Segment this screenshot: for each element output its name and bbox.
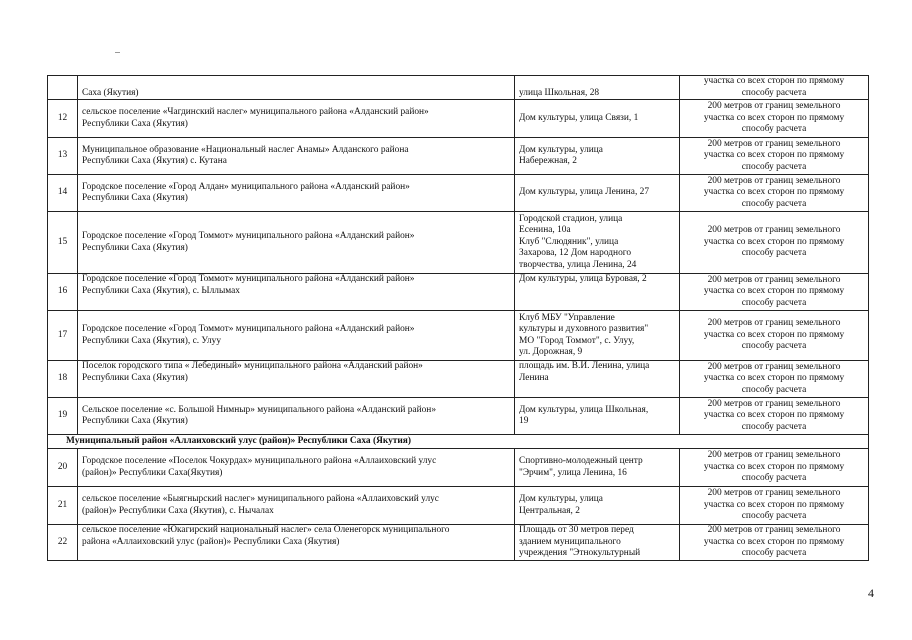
table-row	[48, 487, 869, 525]
row-number: 19	[48, 398, 78, 435]
section-heading: Муниципальный район «Аллаиховский улус (район)» Республики Саха (Якутия)	[48, 435, 869, 449]
row-number: 14	[48, 175, 78, 212]
distance-rule: 200 метров от границ земельного участка со всех сторон по прямому способу расчета	[680, 487, 869, 525]
polling-location: Дом культуры, улица Центральная, 2	[515, 487, 680, 525]
row-number: 16	[48, 274, 78, 311]
distance-rule: 200 метров от границ земельного участка со всех сторон по прямому способу расчета	[680, 311, 869, 361]
municipality-name: Городское поселение «Город Томмот» муниципального района «Алданский район» Республики Саха (Якутия)	[78, 212, 515, 274]
table-row	[48, 449, 869, 487]
table-row	[48, 100, 869, 138]
polling-location: Городской стадион, улица Есенина, 10а Клуб "Слюдяник", улица Захарова, 12 Дом народного творчества, улица Ленина, 24	[515, 212, 680, 274]
table-row	[48, 138, 869, 175]
municipality-name: сельское поселение «Чагдинский наслег» муниципального района «Алданский район» Республики Саха (Якутия)	[78, 100, 515, 138]
polling-location: Дом культуры, улица Связи, 1	[515, 100, 680, 138]
distance-rule: 200 метров от границ земельного участка со всех сторон по прямому способу расчета	[680, 525, 869, 561]
distance-rule: 200 метров от границ земельного участка со всех сторон по прямому способу расчета	[680, 398, 869, 435]
table-row	[48, 274, 869, 311]
polling-location: Площадь от 30 метров перед зданием муниципального учреждения "Этнокультурный	[515, 525, 680, 561]
row-number: 13	[48, 138, 78, 175]
polling-location: Дом культуры, улица Набережная, 2	[515, 138, 680, 175]
municipality-name: сельское поселение «Быягнырский наслег» муниципального района «Аллаиховский улус (район)» Республики Саха (Якутия), с. Нычалах	[78, 487, 515, 525]
municipality-name: Саха (Якутия)	[78, 76, 515, 100]
row-number: 22	[48, 525, 78, 561]
polling-location: Клуб МБУ "Управление культуры и духовного развития" МО "Город Томмот", с. Улуу, ул. Дорожная, 9	[515, 311, 680, 361]
table-row	[48, 311, 869, 361]
distance-rule: 200 метров от границ земельного участка со всех сторон по прямому способу расчета	[680, 361, 869, 398]
distance-rule: 200 метров от границ земельного участка со всех сторон по прямому способу расчета	[680, 449, 869, 487]
polling-location: Дом культуры, улица Буровая, 2	[515, 274, 680, 311]
municipality-name: Городское поселение «Город Алдан» муниципального района «Алданский район» Республики Саха (Якутия)	[78, 175, 515, 212]
distance-rule: 200 метров от границ земельного участка со всех сторон по прямому способу расчета	[680, 138, 869, 175]
municipality-name: Городское поселение «Город Томмот» муниципального района «Алданский район» Республики Саха (Якутия), с. Ыллымах	[78, 274, 515, 311]
municipality-name: Поселок городского типа « Лебединый» муниципального района «Алданский район» Республики Саха (Якутия)	[78, 361, 515, 398]
polling-location: Дом культуры, улица Ленина, 27	[515, 175, 680, 212]
page-number: 4	[868, 586, 874, 600]
municipality-name: Сельское поселение «с. Большой Нимныр» муниципального района «Алданский район» Республики Саха (Якутия)	[78, 398, 515, 435]
distance-rule: 200 метров от границ земельного участка со всех сторон по прямому способу расчета	[680, 175, 869, 212]
distance-rule: 200 метров от границ земельного участка со всех сторон по прямому способу расчета	[680, 274, 869, 311]
table-row	[48, 175, 869, 212]
municipality-name: Муниципальное образование «Национальный наслег Анамы» Алданского района Республики Саха (Якутия) с. Кутана	[78, 138, 515, 175]
polling-location: улица Школьная, 28	[515, 76, 680, 100]
scan-mark	[115, 52, 120, 53]
row-number: 15	[48, 212, 78, 274]
row-number: 21	[48, 487, 78, 525]
polling-location: Дом культуры, улица Школьная, 19	[515, 398, 680, 435]
section-row	[48, 435, 869, 449]
polling-location: площадь им. В.И. Ленина, улица Ленина	[515, 361, 680, 398]
table-row	[48, 76, 869, 100]
row-number: 12	[48, 100, 78, 138]
row-number	[48, 76, 78, 100]
table-row	[48, 361, 869, 398]
table-row	[48, 212, 869, 274]
municipality-name: Городское поселение «Поселок Чокурдах» муниципального района «Аллаиховский улус (район)» Республики Саха(Якутия)	[78, 449, 515, 487]
polling-location: Спортивно-молодежный центр "Эрчим", улица Ленина, 16	[515, 449, 680, 487]
distance-rule: участка со всех сторон по прямому способу расчета	[680, 76, 869, 100]
municipality-name: сельское поселение «Юкагирский национальный наслег» села Оленегорск муниципального района «Аллаиховский улус (район)» Республики Саха (Якутия)	[78, 525, 515, 561]
polling-places-table	[47, 75, 869, 561]
row-number: 20	[48, 449, 78, 487]
distance-rule: 200 метров от границ земельного участка со всех сторон по прямому способу расчета	[680, 212, 869, 274]
row-number: 17	[48, 311, 78, 361]
table-body	[48, 76, 869, 561]
municipality-name: Городское поселение «Город Томмот» муниципального района «Алданский район» Республики Саха (Якутия), с. Улуу	[78, 311, 515, 361]
distance-rule: 200 метров от границ земельного участка со всех сторон по прямому способу расчета	[680, 100, 869, 138]
table-row	[48, 398, 869, 435]
row-number: 18	[48, 361, 78, 398]
table-row	[48, 525, 869, 561]
